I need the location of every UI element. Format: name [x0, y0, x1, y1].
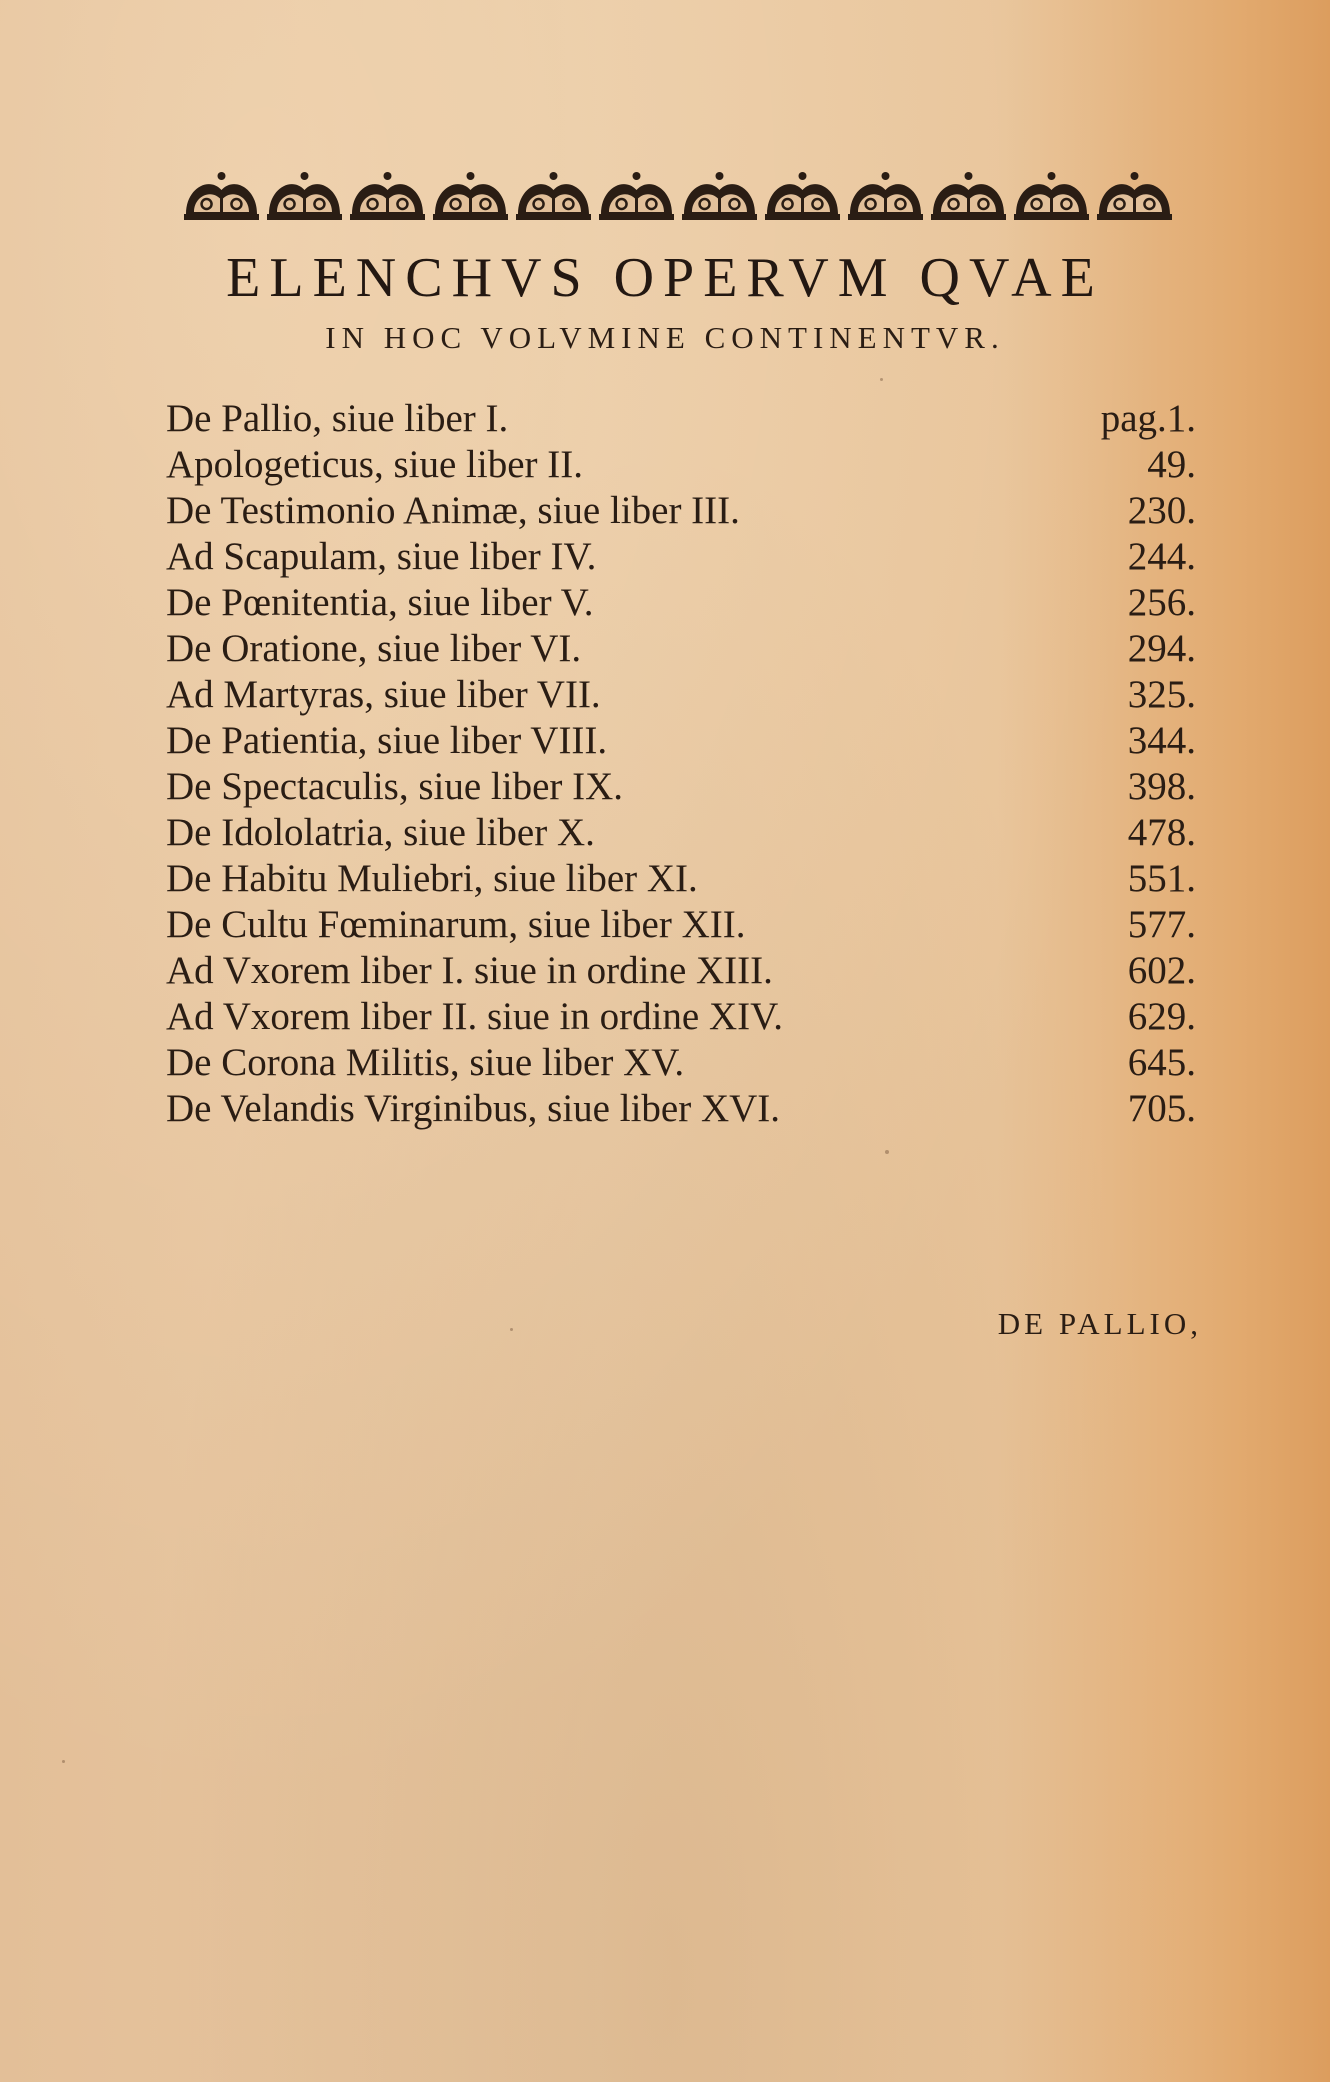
- toc-entry-page: pag.1.: [1100, 397, 1196, 440]
- toc-row: [166, 534, 1196, 580]
- paper-speck: [510, 1328, 513, 1331]
- toc-row: [166, 442, 1196, 488]
- toc-entry-title: De Pallio, siue liber I.: [166, 397, 509, 440]
- toc-row: [166, 718, 1196, 764]
- fleuron-unit: [516, 172, 591, 220]
- toc-entry-title: Apologeticus, siue liber II.: [166, 443, 583, 486]
- toc-row: [166, 856, 1196, 902]
- toc-entry-title: Ad Martyras, siue liber VII.: [166, 673, 601, 716]
- toc-entry-page: 577.: [1127, 903, 1196, 946]
- catchword: DE PALLIO,: [997, 1306, 1202, 1341]
- fleuron-unit: [931, 172, 1006, 220]
- toc-row: [166, 948, 1196, 994]
- toc-entry-page: 705.: [1127, 1087, 1196, 1130]
- toc-row: [166, 396, 1196, 442]
- toc-entry-page: 629.: [1127, 995, 1196, 1038]
- toc-entry-page: 551.: [1127, 857, 1196, 900]
- fleuron-unit: [1097, 172, 1172, 220]
- page-title: ELENCHVS OPERVM QVAE: [226, 247, 1104, 309]
- toc-entry-title: De Patientia, siue liber VIII.: [166, 719, 608, 762]
- toc-row: [166, 488, 1196, 534]
- toc-row: [166, 1040, 1196, 1086]
- paper-speck: [885, 1150, 889, 1154]
- paper-speck: [62, 1760, 65, 1763]
- toc-row: [166, 764, 1196, 810]
- fleuron-unit: [267, 172, 342, 220]
- toc-entry-title: De Pœnitentia, siue liber V.: [166, 581, 594, 624]
- toc-row: [166, 1086, 1196, 1132]
- toc-entry-title: De Spectaculis, siue liber IX.: [166, 765, 624, 808]
- toc-entry-page: 256.: [1127, 581, 1196, 624]
- fleuron-unit: [1014, 172, 1089, 220]
- toc-entry-title: Ad Scapulam, siue liber IV.: [166, 535, 597, 578]
- toc-entry-page: 294.: [1127, 627, 1196, 670]
- toc-row: [166, 902, 1196, 948]
- toc-entry-title: De Habitu Muliebri, siue liber XI.: [166, 857, 698, 900]
- fleuron-border-svg: [180, 168, 1176, 226]
- toc-entry-page: 230.: [1127, 489, 1196, 532]
- toc-row: [166, 810, 1196, 856]
- fleuron-unit: [433, 172, 508, 220]
- toc-entry-page: 325.: [1127, 673, 1196, 716]
- toc-entry-page: 344.: [1127, 719, 1196, 762]
- fleuron-unit: [765, 172, 840, 220]
- fleuron-unit: [682, 172, 757, 220]
- toc-entry-page: 244.: [1127, 535, 1196, 578]
- toc-entry-title: De Oratione, siue liber VI.: [166, 627, 582, 670]
- toc-entry-title: Ad Vxorem liber I. siue in ordine XIII.: [166, 949, 773, 992]
- toc-entry-page: 645.: [1127, 1041, 1196, 1084]
- fleuron-border-ornament: [180, 168, 1176, 226]
- toc-entry-page: 398.: [1127, 765, 1196, 808]
- toc-entry-title: De Testimonio Animæ, siue liber III.: [166, 489, 740, 532]
- fleuron-unit: [184, 172, 259, 220]
- table-of-contents: [166, 396, 1196, 1132]
- toc-entry-title: De Velandis Virginibus, siue liber XVI.: [166, 1087, 781, 1130]
- paper-speck: [880, 378, 883, 381]
- toc-entry-page: 478.: [1127, 811, 1196, 854]
- toc-row: [166, 994, 1196, 1040]
- toc-entry-page: 49.: [1147, 443, 1196, 486]
- toc-entry-title: Ad Vxorem liber II. siue in ordine XIV.: [166, 995, 784, 1038]
- toc-entry-title: De Corona Militis, siue liber XV.: [166, 1041, 685, 1084]
- fleuron-unit: [350, 172, 425, 220]
- fleuron-unit: [599, 172, 674, 220]
- toc-entry-title: De Cultu Fœminarum, siue liber XII.: [166, 903, 746, 946]
- toc-entry-title: De Idololatria, siue liber X.: [166, 811, 595, 854]
- page-subtitle: IN HOC VOLVMINE CONTINENTVR.: [325, 320, 1005, 355]
- fleuron-unit: [848, 172, 923, 220]
- toc-row: [166, 580, 1196, 626]
- toc-row: [166, 626, 1196, 672]
- toc-entry-page: 602.: [1127, 949, 1196, 992]
- toc-row: [166, 672, 1196, 718]
